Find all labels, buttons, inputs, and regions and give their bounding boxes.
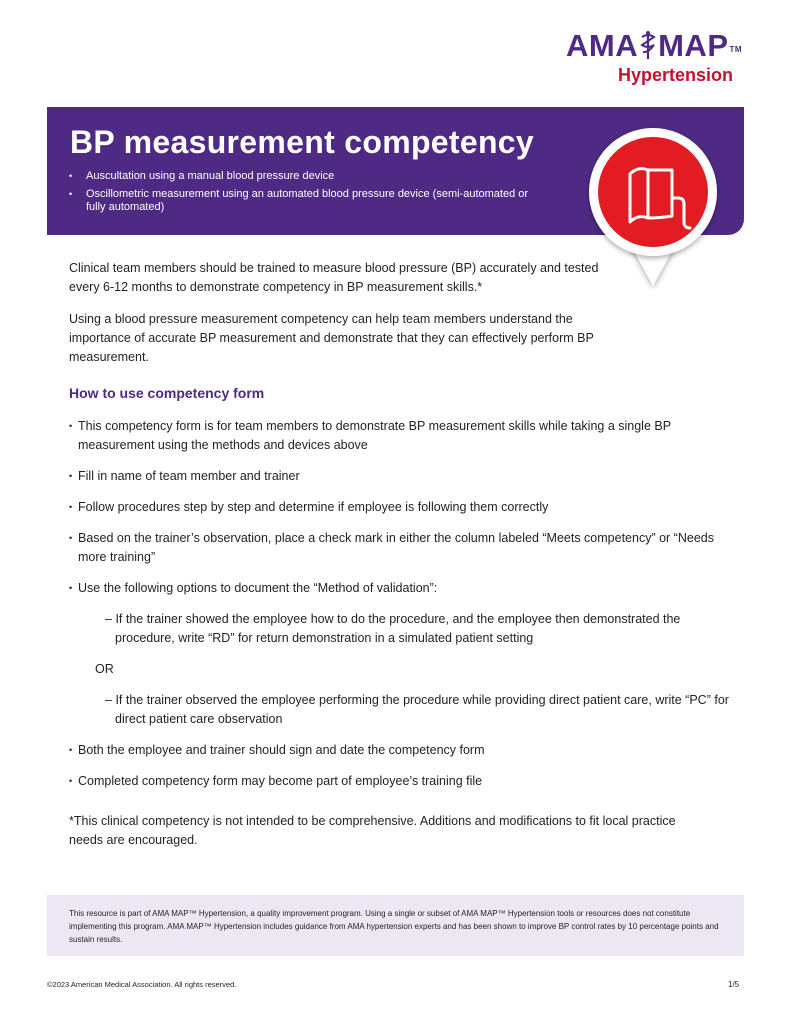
method-list (69, 170, 549, 219)
list-item: • Use the following options to document the “Method of validation”: (69, 581, 438, 595)
logo-brand-2: MAP (658, 28, 729, 63)
copyright: ©2023 American Medical Association. All rights reserved. (47, 980, 237, 989)
method-item: • Auscultation using a manual blood pressure device (69, 170, 549, 183)
list-item: • This competency form is for team members to demonstrate BP measurement skills while taking a single BP measurement using the methods and devices above (69, 419, 671, 452)
ama-map-logo (566, 28, 756, 88)
howto-list (69, 417, 729, 803)
intro-paragraph: Using a blood pressure measurement competency can help team members understand the importance of accurate BP measurement and demonstrate that they can effectively perform BP measurement. (69, 312, 594, 364)
dash-marker: – (105, 612, 112, 626)
disclaimer-note: *This clinical competency is not intended to be comprehensive. Additions and modifications to fit local practice needs are encouraged. (69, 814, 676, 847)
logo-trademark: TM (729, 45, 743, 54)
sub-item: – If the trainer showed the employee how to do the procedure, and the employee then demonstrated the procedure, write “RD” for return demonstration in a simulated patient setting (105, 612, 681, 645)
logo-wordmark (566, 28, 742, 64)
list-item: • Both the employee and trainer should sign and date the competency form (69, 743, 485, 757)
intro-paragraph: Clinical team members should be trained to measure blood pressure (BP) accurately and tested every 6-12 months to demonstrate competency in BP measurement skills.* (69, 261, 599, 294)
method-item: • Oscillometric measurement using an automated blood pressure device (semi-automated or fully automated) (69, 188, 549, 214)
dash-marker: – (105, 693, 112, 707)
program-statement: This resource is part of AMA MAP™ Hypertension, a quality improvement program. Using a single or subset of AMA MAP™ Hypertension tools or resources does not constitute implementing this program. AMA MAP™ Hypertension includes guidance from AMA hypertension experts and has been shown to improve BP control rates by 10 percentage points and sustain results. (69, 909, 719, 944)
caduceus-icon (639, 30, 657, 60)
or-separator: OR (95, 662, 114, 676)
sub-item: – If the trainer observed the employee performing the procedure while providing direct patient care, write “PC” for direct patient care observation (105, 693, 729, 726)
logo-subtitle: Hypertension (618, 65, 734, 85)
page-number: 1/5 (728, 980, 740, 989)
intro-text (69, 259, 599, 380)
page-title: BP measurement competency (70, 124, 534, 160)
list-item: • Fill in name of team member and trainer (69, 469, 300, 483)
list-item: • Follow procedures step by step and determine if employee is following them correctly (69, 500, 549, 514)
section-heading: How to use competency form (69, 385, 265, 401)
list-item: • Completed competency form may become part of employee’s training file (69, 774, 483, 788)
list-item: • Based on the trainer’s observation, place a check mark in either the column labeled “Meets competency” or “Needs more training” (69, 531, 714, 564)
logo-brand: AMA (566, 28, 639, 63)
program-footer (47, 895, 744, 956)
bp-cuff-badge (586, 118, 720, 290)
